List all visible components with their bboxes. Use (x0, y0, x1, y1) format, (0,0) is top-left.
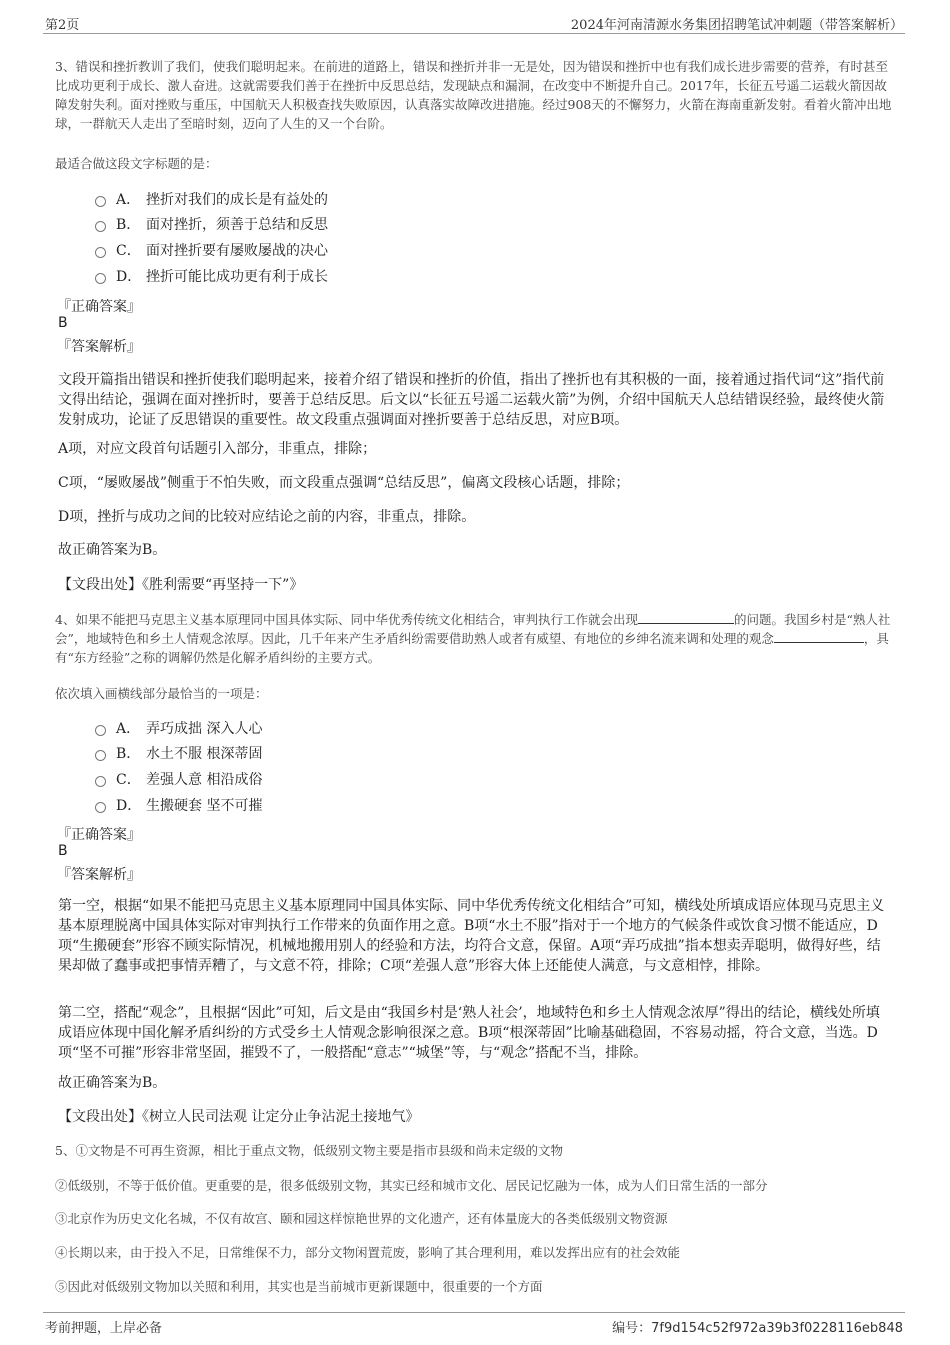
question-4-option-b[interactable]: B． 水土不服 根深蒂固 (95, 743, 262, 763)
radio-icon[interactable] (95, 802, 106, 813)
analysis-paragraph: 文段开篇指出错误和挫折使我们聪明起来，接着介绍了错误和挫折的价值，指出了挫折也有其积极的一面，接着通过指代词“这”指代前文得出结论，强调在面对挫折时，要善于总结反思。后文以“长征五号遥二运载火箭”为例，介绍中国航天人总结错误经验，最终使火箭发射成功，论证了反思错误的重要性。故文段重点强调面对挫折要善于总结反思，对应B项。 (58, 372, 885, 428)
correct-answer-label: 『正确答案』 (57, 827, 141, 843)
radio-icon[interactable] (95, 221, 106, 232)
document-title: 2024年河南清源水务集团招聘笔试冲刺题（带答案解析） (570, 18, 903, 33)
question-5-item: ⑤因此对低级别文物加以关照和利用，其实也是当前城市更新课题中，很重要的一个方面 (55, 1279, 543, 1294)
radio-icon[interactable] (95, 196, 106, 207)
analysis-label: 『答案解析』 (57, 339, 141, 355)
page-header (43, 12, 905, 34)
document-id: 编号：7f9d154c52f972a39b3f0228116eb848 (612, 1321, 903, 1336)
question-4-prompt: 依次填入画横线部分最恰当的一项是： (55, 686, 268, 701)
analysis-paragraph: D项，挫折与成功之间的比较对应结论之前的内容，非重点，排除。 (58, 509, 476, 525)
question-5-item: 5、①文物是不可再生资源，相比于重点文物，低级别文物主要是指市县级和尚未定级的文物 (55, 1143, 563, 1158)
question-4-option-d[interactable]: D． 生搬硬套 坚不可摧 (95, 795, 262, 815)
radio-icon[interactable] (95, 750, 106, 761)
analysis-conclusion: 故正确答案为B。 (58, 542, 167, 558)
analysis-paragraph: A项，对应文段首句话题引入部分，非重点，排除； (58, 441, 377, 457)
question-3-prompt: 最适合做这段文字标题的是： (55, 156, 218, 171)
radio-icon[interactable] (95, 776, 106, 787)
question-3-option-b[interactable]: B． 面对挫折，须善于总结和反思 (95, 214, 328, 234)
question-4-option-c[interactable]: C． 差强人意 相沿成俗 (95, 769, 262, 789)
analysis-paragraph: 第二空，搭配“观念”，且根据“因此”可知，后文是由“我国乡村是‘熟人社会’，地域特色和乡土人情观念浓厚”得出的结论，横线处所填成语应体现中国化解矛盾纠纷的方式受乡土人情观念影响很深之意。B项“根深蒂固”比喻基础稳固，不容易动摇，符合文意，当选。D项“坚不可摧”形容非常坚固，摧毁不了，一般搭配“意志”“城堡”等，与“观念”搭配不当，排除。 (58, 1005, 880, 1061)
fill-blank (774, 631, 864, 643)
question-4-text: 4、如果不能把马克思主义基本原理同中国具体实际、同中华优秀传统文化相结合，审判执行工作就会出现 的问题。我国乡村是“熟人社会”，地域特色和乡土人情观念浓厚。因此，几千年来产生矛盾纠纷需要借助熟人或者有威望、有地位的乡绅名流来调和处理的观念 ，具有“东方经验”之称的调解仍然是化解矛盾纠纷的主要方式。 (55, 612, 891, 665)
fill-blank (638, 612, 734, 624)
analysis-paragraph: 第一空，根据“如果不能把马克思主义基本原理同中国具体实际、同中华优秀传统文化相结合”可知，横线处所填成语应体现马克思主义基本原理脱离中国具体实际对审判执行工作带来的负面作用之意。B项“水土不服”指对于一个地方的气候条件或饮食习惯不能适应，D项“生搬硬套”形容不顾实际情况，机械地搬用别人的经验和方法，均符合文意，保留。A项“弄巧成拙”指本想卖弄聪明，做得好些，结果却做了蠢事或把事情弄糟了，与文意不符，排除；C项“差强人意”形容大体上还能使人满意，与文意相悖，排除。 (58, 898, 885, 974)
correct-answer-label: 『正确答案』 (57, 299, 141, 315)
radio-icon[interactable] (95, 273, 106, 284)
analysis-label: 『答案解析』 (57, 867, 141, 883)
page-number: 第2页 (45, 18, 80, 33)
question-4-option-a[interactable]: A． 弄巧成拙 深入人心 (95, 718, 262, 738)
source-citation: 【文段出处】《胜利需要“再坚持一下”》 (58, 577, 304, 593)
footer-slogan: 考前押题，上岸必备 (45, 1321, 163, 1336)
analysis-paragraph: C项，“屡败屡战”侧重于不怕失败，而文段重点强调“总结反思”，偏离文段核心话题，排除； (58, 475, 630, 491)
page-footer (43, 1312, 905, 1334)
question-3-option-c[interactable]: C． 面对挫折要有屡败屡战的决心 (95, 240, 328, 260)
question-5-item: ②低级别，不等于低价值。更重要的是，很多低级别文物，其实已经和城市文化、居民记忆融为一体，成为人们日常生活的一部分 (55, 1178, 768, 1193)
question-3-text: 3、错误和挫折教训了我们，使我们聪明起来。在前进的道路上，错误和挫折并非一无是处，因为错误和挫折中也有我们成长进步需要的营养，有时甚至比成功更利于成长、激人奋进。这就需要我们善于在挫折中反思总结，发现缺点和漏洞，在改变中不断提升自己。2017年，长征五号遥二运载火箭因故障发射失利。面对挫败与重压，中国航天人积极查找失败原因，认真落实故障改进措施。经过908天的不懈努力，火箭在海南重新发射。看着火箭冲出地球，一群航天人走出了至暗时刻，迈向了人生的又一个台阶。 (55, 59, 892, 131)
correct-answer: B (58, 315, 68, 331)
correct-answer: B (58, 843, 68, 859)
analysis-conclusion: 故正确答案为B。 (58, 1075, 167, 1091)
radio-icon[interactable] (95, 725, 106, 736)
question-3-option-d[interactable]: D． 挫折可能比成功更有利于成长 (95, 266, 328, 286)
question-3-option-a[interactable]: A． 挫折对我们的成长是有益处的 (95, 189, 328, 209)
source-citation: 【文段出处】《树立人民司法观 让定分止争沾泥土接地气》 (58, 1109, 420, 1125)
radio-icon[interactable] (95, 247, 106, 258)
question-5-item: ④长期以来，由于投入不足，日常维保不力，部分文物闲置荒废，影响了其合理利用，难以发挥出应有的社会效能 (55, 1245, 681, 1260)
question-5-item: ③北京作为历史文化名城，不仅有故宫、颐和园这样惊艳世界的文化遗产，还有体量庞大的各类低级别文物资源 (55, 1211, 668, 1226)
